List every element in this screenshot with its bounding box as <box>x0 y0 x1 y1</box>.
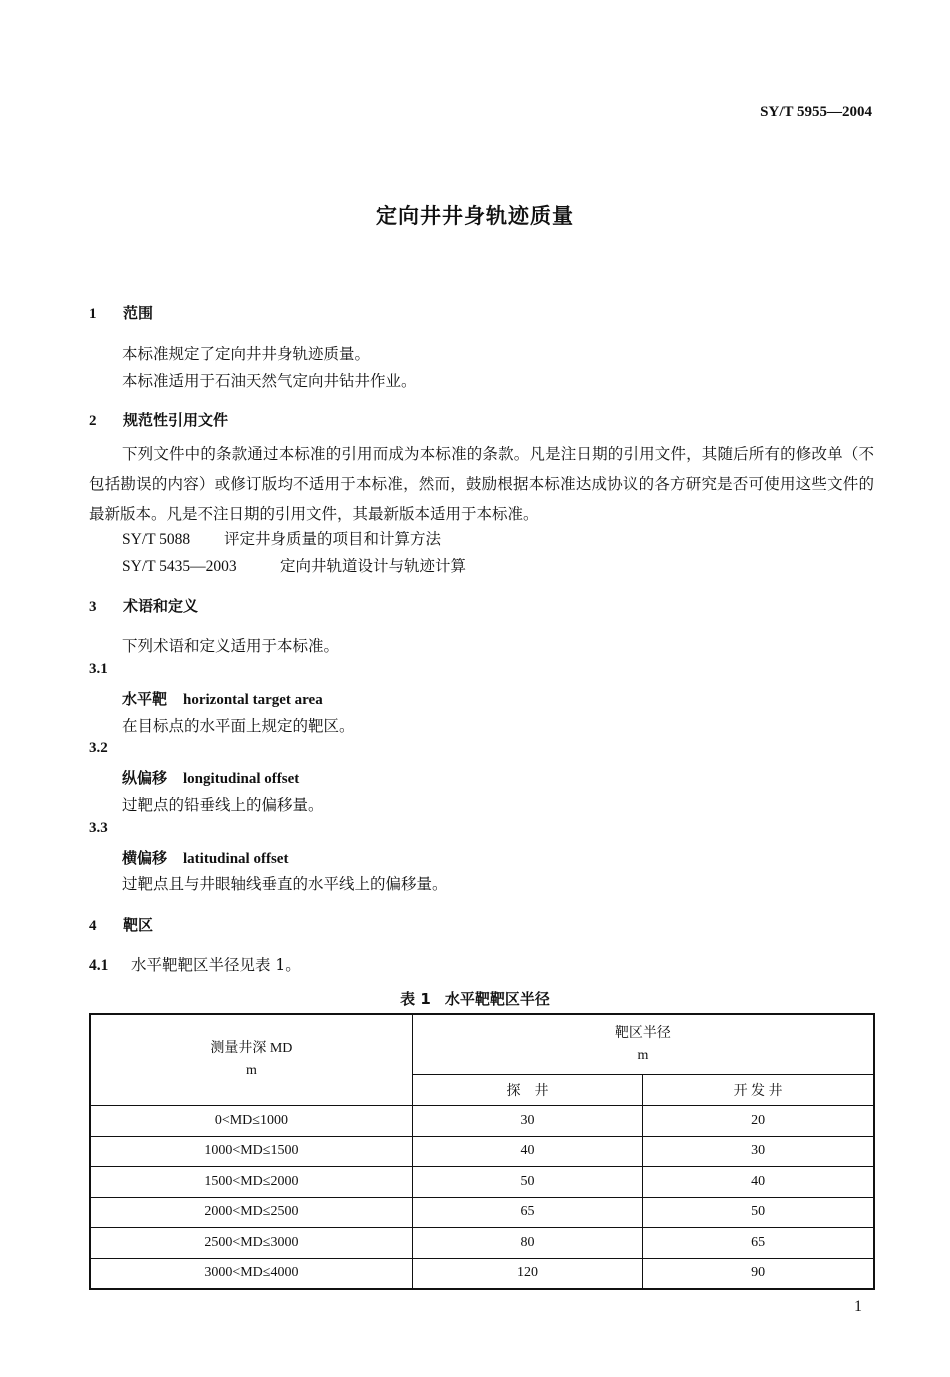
table-header-row <box>90 1014 874 1075</box>
term-number: 3.2 <box>89 740 108 756</box>
exploration-cell: 120 <box>412 1258 642 1289</box>
paragraph: 本标准规定了定向井井身轨迹质量。 <box>122 345 371 363</box>
reference-title: 评定井身质量的项目和计算方法 <box>224 530 442 548</box>
header-cell-exploration: 探 井 <box>412 1075 642 1106</box>
header-depth-label: 测量井深 MD <box>210 1041 293 1056</box>
term-entry <box>122 847 288 868</box>
table-row <box>90 1197 874 1228</box>
reference-code: SY/T 5088 <box>122 531 191 548</box>
development-cell: 40 <box>643 1167 874 1198</box>
table-row <box>90 1258 874 1289</box>
exploration-cell: 30 <box>412 1106 642 1137</box>
depth-cell: 1000<MD≤1500 <box>90 1136 412 1167</box>
target-radius-table <box>89 1013 875 1290</box>
table-row <box>90 1106 874 1137</box>
paragraph: 本标准适用于石油天然气定向井钻井作业。 <box>122 372 417 390</box>
section-number: 2 <box>89 413 97 429</box>
section-title: 术语和定义 <box>123 597 199 615</box>
depth-cell: 3000<MD≤4000 <box>90 1258 412 1289</box>
depth-cell: 0<MD≤1000 <box>90 1106 412 1137</box>
section-number: 4 <box>89 918 97 934</box>
term-entry <box>122 767 299 788</box>
header-radius-label: 靶区半径 <box>614 1025 671 1041</box>
term-definition: 在目标点的水平面上规定的靶区。 <box>122 717 355 735</box>
term-chinese: 横偏移 <box>122 849 168 867</box>
term-english: longitudinal offset <box>183 771 300 787</box>
section-number: 1 <box>89 306 97 322</box>
table-caption-text: 水平靶靶区半径 <box>444 990 550 1008</box>
development-cell: 30 <box>643 1136 874 1167</box>
term-definition: 过靶点且与井眼轴线垂直的水平线上的偏移量。 <box>122 875 448 893</box>
reference-code: SY/T 5435—2003 <box>122 558 237 575</box>
table-row <box>90 1167 874 1198</box>
subclause-text: 水平靶靶区半径见表 1。 <box>131 956 301 974</box>
header-radius-unit: m <box>637 1047 649 1063</box>
development-cell: 20 <box>643 1106 874 1137</box>
depth-cell: 2000<MD≤2500 <box>90 1197 412 1228</box>
term-chinese: 水平靶 <box>122 690 168 708</box>
normative-references-paragraph: 下列文件中的条款通过本标准的引用而成为本标准的条款。凡是注日期的引用文件，其随后所有的修改单（不包括勘误的内容）或修订版均不适用于本标准，然而，鼓励根据本标准达成协议的各方研究是否可使用这些文件的最新版本。凡是不注日期的引用文件，其最新版本适用于本标准。 <box>89 445 874 523</box>
document-title: 定向井井身轨迹质量 <box>376 204 574 228</box>
exploration-cell: 65 <box>412 1197 642 1228</box>
section-1-heading <box>89 302 153 323</box>
reference-title: 定向井轨道设计与轨迹计算 <box>280 557 467 575</box>
paragraph: 下列术语和定义适用于本标准。 <box>122 637 340 655</box>
term-entry <box>122 688 323 709</box>
header-cell-depth <box>90 1014 412 1106</box>
exploration-cell: 80 <box>412 1228 642 1259</box>
term-definition: 过靶点的铅垂线上的偏移量。 <box>122 796 324 814</box>
depth-cell: 2500<MD≤3000 <box>90 1228 412 1259</box>
reference-item <box>122 554 466 576</box>
term-chinese: 纵偏移 <box>122 769 168 787</box>
term-english: horizontal target area <box>183 692 323 708</box>
development-cell: 50 <box>643 1197 874 1228</box>
development-cell: 90 <box>643 1258 874 1289</box>
depth-cell: 1500<MD≤2000 <box>90 1167 412 1198</box>
term-english: latitudinal offset <box>183 851 289 867</box>
reference-item <box>122 527 441 549</box>
page-number: 1 <box>854 1298 862 1315</box>
exploration-cell: 40 <box>412 1136 642 1167</box>
section-title: 靶区 <box>123 916 154 934</box>
table-row <box>90 1228 874 1259</box>
term-number: 3.1 <box>89 661 108 677</box>
development-cell: 65 <box>643 1228 874 1259</box>
header-cell-development: 开 发 井 <box>643 1075 874 1106</box>
document-code: SY/T 5955—2004 <box>760 104 872 120</box>
table-caption-number: 表 1 <box>400 990 431 1008</box>
section-3-heading <box>89 595 198 616</box>
table-row <box>90 1136 874 1167</box>
term-number: 3.3 <box>89 820 108 836</box>
subclause-number: 4.1 <box>89 957 109 974</box>
section-2-heading <box>89 409 228 430</box>
section-4-heading <box>89 914 153 935</box>
section-title: 范围 <box>123 304 154 322</box>
subclause-4-1 <box>89 953 301 975</box>
section-title: 规范性引用文件 <box>123 411 229 429</box>
table-caption <box>0 988 950 1009</box>
header-depth-unit: m <box>245 1063 257 1078</box>
exploration-cell: 50 <box>412 1167 642 1198</box>
section-number: 3 <box>89 599 97 615</box>
header-cell-radius <box>412 1014 874 1075</box>
